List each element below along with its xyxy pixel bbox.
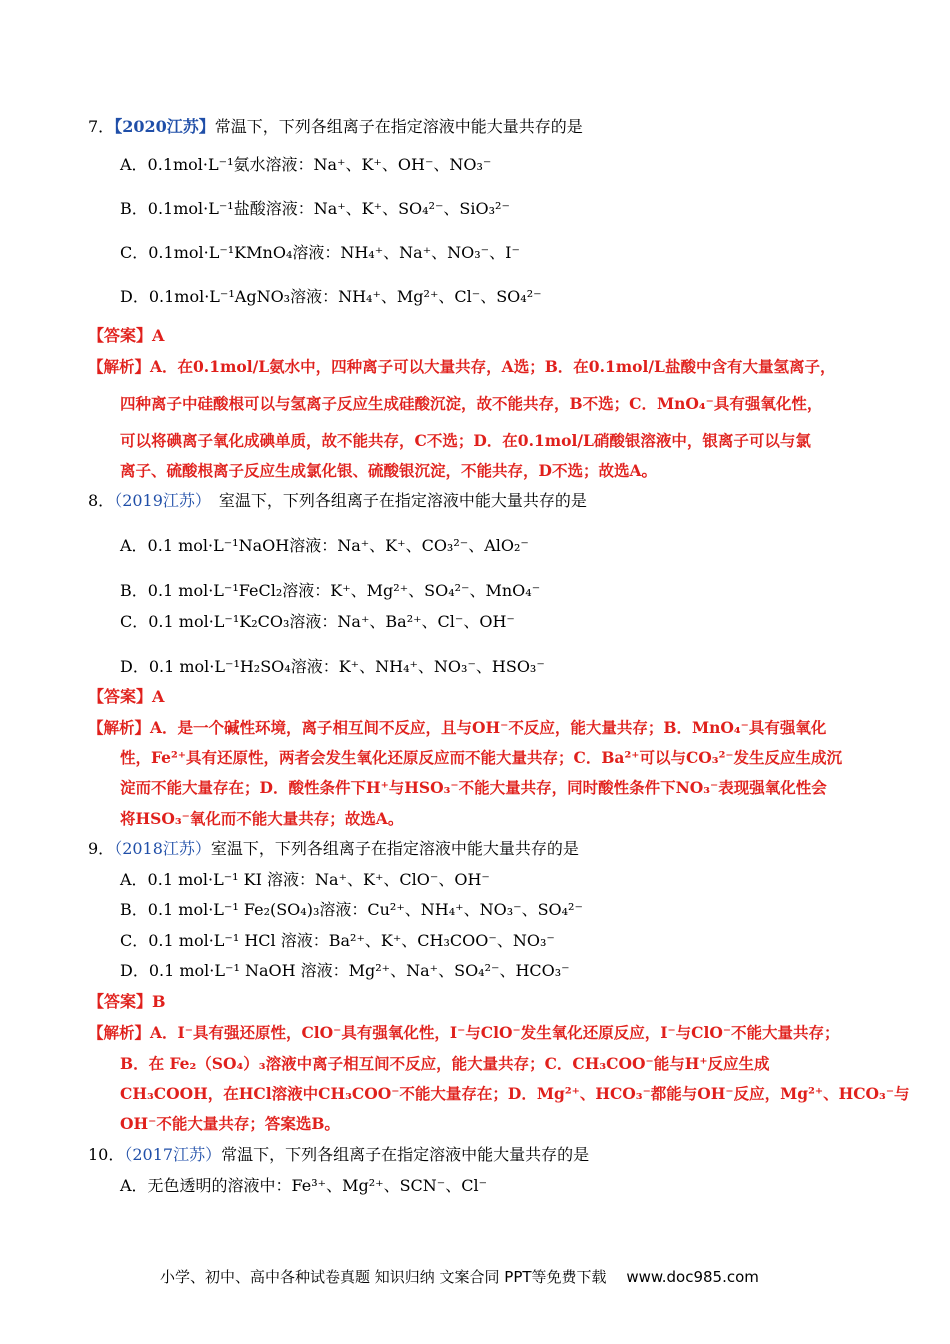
page-footer: 小学、初中、高中各种试卷真题 知识归纳 文案合同 PPT等免费下载 www.doc985.com xyxy=(160,1268,759,1286)
question-8-explanation-line: 性，Fe²⁺具有还原性，两者会发生氧化还原反应而不能大量共存；C．Ba²⁺可以与CO₃²⁻发生反应生成沉 xyxy=(120,748,843,767)
question-8-option-b: B．0.1 mol·L⁻¹FeCl₂溶液：K⁺、Mg²⁺、SO₄²⁻、MnO₄⁻ xyxy=(120,581,541,600)
question-10-option-a: A．无色透明的溶液中：Fe³⁺、Mg²⁺、SCN⁻、Cl⁻ xyxy=(120,1176,488,1195)
question-8-explanation-line: 淀而不能大量存在；D．酸性条件下H⁺与HSO₃⁻不能大量共存，同时酸性条件下NO₃⁻表现强氧化性会 xyxy=(120,778,827,797)
question-number: 10． xyxy=(88,1145,125,1164)
question-9-option-c: C．0.1 mol·L⁻¹ HCl 溶液：Ba²⁺、K⁺、CH₃COO⁻、NO₃⁻ xyxy=(120,931,555,950)
question-7-option-d: D．0.1mol·L⁻¹AgNO₃溶液：NH₄⁺、Mg²⁺、Cl⁻、SO₄²⁻ xyxy=(120,287,542,306)
question-text: 室温下，下列各组离子在指定溶液中能大量共存的是 xyxy=(210,839,579,858)
question-number: 7． xyxy=(88,117,115,136)
question-7-explanation-line: 【解析】A．在0.1mol/L氨水中，四种离子可以大量共存，A选；B．在0.1mol/L盐酸中含有大量氢离子， xyxy=(88,357,836,376)
question-7-option-b: B．0.1mol·L⁻¹盐酸溶液：Na⁺、K⁺、SO₄²⁻、SiO₃²⁻ xyxy=(120,199,510,218)
question-text: 常温下，下列各组离子在指定溶液中能大量共存的是 xyxy=(221,1145,590,1164)
question-7-option-a: A．0.1mol·L⁻¹氨水溶液：Na⁺、K⁺、OH⁻、NO₃⁻ xyxy=(120,155,492,174)
question-7-stem xyxy=(88,116,583,138)
question-10-stem xyxy=(88,1144,589,1166)
question-source: 【2020江苏】 xyxy=(114,117,215,136)
question-9-explanation-line: 【解析】A．I⁻具有强还原性，ClO⁻具有强氧化性，I⁻与ClO⁻发生氧化还原反应，I⁻与ClO⁻不能大量共存； xyxy=(88,1023,840,1042)
question-8-explanation-line: 将HSO₃⁻氧化而不能大量共存；故选A。 xyxy=(120,809,404,828)
question-source: （2019江苏） xyxy=(114,491,203,510)
question-text: 常温下，下列各组离子在指定溶液中能大量共存的是 xyxy=(214,117,583,136)
question-9-explanation-line: OH⁻不能大量共存；答案选B。 xyxy=(120,1114,340,1133)
question-source: （2018江苏） xyxy=(114,839,211,858)
question-text: 室温下，下列各组离子在指定溶液中能大量共存的是 xyxy=(202,491,587,510)
question-8-stem xyxy=(88,490,587,512)
question-number: 9． xyxy=(88,839,115,858)
question-9-option-b: B．0.1 mol·L⁻¹ Fe₂(SO₄)₃溶液：Cu²⁺、NH₄⁺、NO₃⁻、SO₄²⁻ xyxy=(120,900,583,919)
question-7-explanation-line: 四种离子中硅酸根可以与氢离子反应生成硅酸沉淀，故不能共存，B不选；C．MnO₄⁻具有强氧化性， xyxy=(120,394,823,413)
question-7-explanation-line: 可以将碘离子氧化成碘单质，故不能共存，C不选；D．在0.1mol/L硝酸银溶液中，银离子可以与氯 xyxy=(120,431,811,450)
question-8-option-a: A．0.1 mol·L⁻¹NaOH溶液：Na⁺、K⁺、CO₃²⁻、AlO₂⁻ xyxy=(120,536,529,555)
question-number: 8． xyxy=(88,491,115,510)
question-9-explanation-line: CH₃COOH，在HCl溶液中CH₃COO⁻不能大量存在；D．Mg²⁺、HCO₃⁻都能与OH⁻反应，Mg²⁺、HCO₃⁻与 xyxy=(120,1084,910,1103)
question-7-option-c: C．0.1mol·L⁻¹KMnO₄溶液：NH₄⁺、Na⁺、NO₃⁻、I⁻ xyxy=(120,243,520,262)
question-source: （2017江苏） xyxy=(124,1145,222,1164)
question-7-explanation-line: 离子、硫酸根离子反应生成氯化银、硫酸银沉淀，不能共存，D不选；故选A。 xyxy=(120,461,657,480)
question-8-option-d: D．0.1 mol·L⁻¹H₂SO₄溶液：K⁺、NH₄⁺、NO₃⁻、HSO₃⁻ xyxy=(120,657,545,676)
question-9-option-a: A．0.1 mol·L⁻¹ KI 溶液：Na⁺、K⁺、ClO⁻、OH⁻ xyxy=(120,870,490,889)
question-9-option-d: D．0.1 mol·L⁻¹ NaOH 溶液：Mg²⁺、Na⁺、SO₄²⁻、HCO₃⁻ xyxy=(120,961,570,980)
question-9-explanation-line: B．在 Fe₂（SO₄）₃溶液中离子相互间不反应，能大量共存；C．CH₃COO⁻能与H⁺反应生成 xyxy=(120,1054,770,1073)
question-9-stem xyxy=(88,838,579,860)
question-8-option-c: C．0.1 mol·L⁻¹K₂CO₃溶液：Na⁺、Ba²⁺、Cl⁻、OH⁻ xyxy=(120,612,515,631)
question-7-answer: 【答案】A xyxy=(88,326,165,345)
question-8-answer: 【答案】A xyxy=(88,687,165,706)
question-8-explanation-line: 【解析】A．是一个碱性环境，离子相互间不反应，且与OH⁻不反应，能大量共存；B．MnO₄⁻具有强氧化 xyxy=(88,718,827,737)
question-9-answer: 【答案】B xyxy=(88,992,166,1011)
